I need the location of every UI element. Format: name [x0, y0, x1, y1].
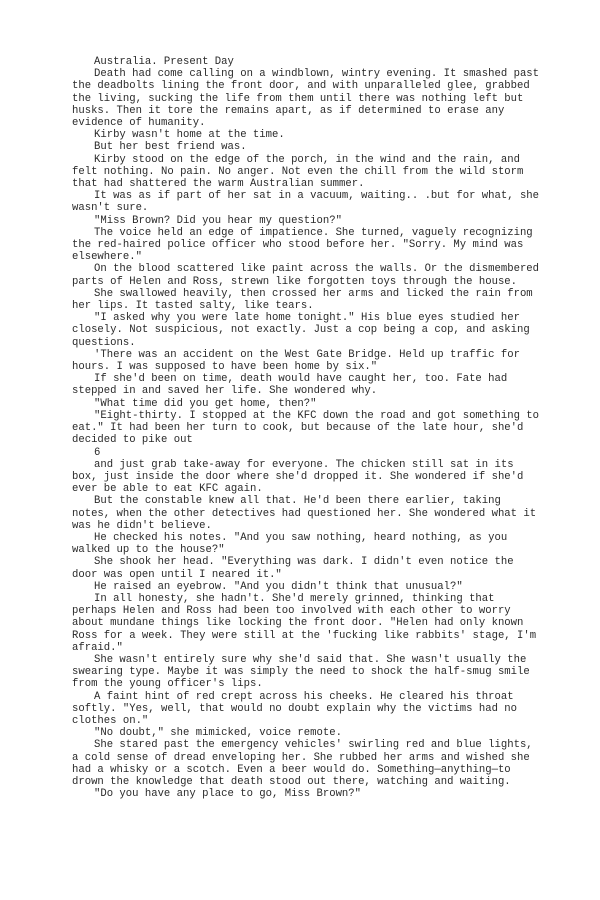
paragraph: "What time did you get home, then?" — [94, 397, 317, 410]
paragraph: She stared past the emergency vehicles' swirling red and blue lights, a cold sense of dread enveloping her. She rubbed her arms and wished she had a whisky or a scotch. Even a beer would do. Something—anything—to drown the knowledge that death stood out there, watching and waiting. — [72, 739, 540, 788]
paragraph: The voice held an edge of impatience. She turned, vaguely recognizing the red-haired police officer who stood before her. "Sorry. My mind was elsewhere." — [72, 226, 540, 264]
paragraph: and just grab take-away for everyone. The chicken still sat in its box, just inside the door where she'd dropped it. She wondered if she'd ever be able to eat KFC again. — [72, 458, 530, 496]
paragraph: Kirby stood on the edge of the porch, in the wind and the rain, and felt nothing. No pain. No anger. Not even the chill from the wild storm that had shattered the warm Australian summer. — [72, 153, 530, 191]
paragraph: "Miss Brown? Did you hear my question?" — [94, 214, 342, 227]
section-heading: Australia. Present Day — [94, 56, 234, 68]
paragraph: "Eight-thirty. I stopped at the KFC down the road and got something to eat." It had been her turn to cook, but because of the late hour, she'd decided to pike out — [72, 409, 546, 447]
paragraph: "Do you have any place to go, Miss Brown?" — [94, 788, 362, 801]
paragraph: A faint hint of red crept across his cheeks. He cleared his throat softly. "Yes, well, that would no doubt explain why the victims had no clothes on." — [72, 690, 524, 727]
paragraph: "No doubt," she mimicked, voice remote. — [94, 727, 342, 740]
paragraph: He raised an eyebrow. "And you didn't think that unusual?" — [94, 580, 463, 593]
paragraph: But the constable knew all that. He'd been there earlier, taking notes, when the other detectives had questioned her. She wondered what it was he didn't believe. — [72, 495, 543, 532]
paragraph: Kirby wasn't home at the time. — [94, 129, 285, 142]
paragraph: She shook her head. "Everything was dark. I didn't even notice the door was open until I neared it." — [72, 556, 520, 581]
paragraph: She swallowed heavily, then crossed her arms and licked the rain from her lips. It tasted salty, like tears. — [72, 287, 540, 313]
paragraph: On the blood scattered like paint across the walls. Or the dismembered parts of Helen and Ross, strewn like forgotten toys through the house. — [72, 263, 546, 288]
paragraph: In all honesty, she hadn't. She'd merely grinned, thinking that perhaps Helen and Ross had been too involved with each other to worry about mundane things like locking the front door. "Helen had only known Ross for a week. They were still at the 'fucking like rabbits' stage, I'm afraid." — [72, 592, 543, 654]
paragraph: He checked his notes. "And you saw nothing, heard nothing, as you walked up to the house?" — [72, 531, 514, 557]
paragraph: But her best friend was. — [94, 141, 247, 154]
paragraph: "I asked why you were late home tonight." His blue eyes studied her closely. Not suspicious, not exactly. Just a cop being a cop, and asking questions. — [72, 312, 537, 349]
paragraph: It was as if part of her sat in a vacuum, waiting.. .but for what, she wasn't sure. — [72, 190, 546, 215]
page-number: 6 — [94, 446, 101, 459]
paragraph: If she'd been on time, death would have caught her, too. Fate had stepped in and saved her life. She wondered why. — [72, 373, 514, 398]
paragraph: Death had come calling on a windblown, wintry evening. It smashed past the deadbolts lining the front door, and with unparalleled glee, grabbed the living, sucking the life from them until there was nothing left but husks. Then it tore the remains apart, as if determined to erase any evidence of humanity. — [72, 68, 546, 130]
paragraph: She wasn't entirely sure why she'd said that. She wasn't usually the swearing type. Maybe it was simply the need to shock the half-smug smile from the young officer's lips. — [72, 653, 537, 691]
paragraph: 'There was an accident on the West Gate Bridge. Held up traffic for hours. I was supposed to have been home by six." — [72, 348, 527, 374]
